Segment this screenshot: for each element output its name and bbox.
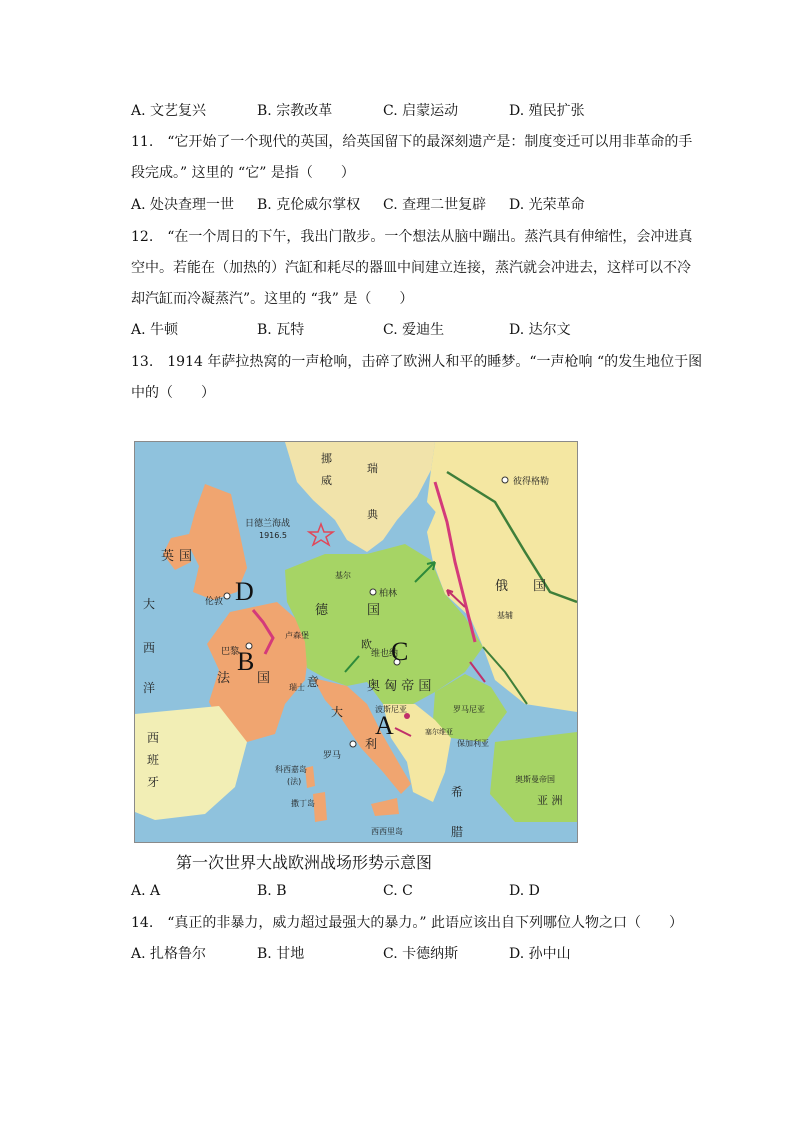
- q11-stem-line1: 11. “它开始了一个现代的英国，给英国留下的最深刻遗产是：制度变迁可以用非革命的手: [131, 134, 693, 150]
- label-spain-2: 班: [147, 753, 160, 767]
- q12-stem-line1: 12. “在一个周日的下午，我出门散步。一个想法从脑中蹦出。蒸汽具有伸缩性，会冲进真: [131, 229, 693, 245]
- label-sicily: 西西里岛: [371, 827, 403, 836]
- q12-option-d[interactable]: D. 达尔文: [509, 322, 571, 338]
- label-jutland-date: 1916.5: [259, 531, 287, 540]
- label-sweden-2: 典: [367, 508, 378, 521]
- q10-option-b[interactable]: B. 宗教改革: [257, 103, 333, 119]
- q10-option-c[interactable]: C. 启蒙运动: [383, 103, 459, 119]
- label-vienna: 维也纳: [371, 649, 399, 659]
- label-sweden-1: 瑞: [367, 462, 378, 475]
- map-caption: 第一次世界大战欧洲战场形势示意图: [176, 853, 433, 872]
- label-corsica: 科西嘉岛: [275, 765, 307, 774]
- marker-a: A: [375, 711, 394, 740]
- q11-option-b[interactable]: B. 克伦威尔掌权: [257, 197, 361, 213]
- label-europe: 欧: [361, 638, 372, 651]
- q11-option-d[interactable]: D. 光荣革命: [509, 197, 585, 213]
- q12-stem-line3: 却汽缸而冷凝蒸汽”。这里的 “我” 是（ ）: [131, 291, 414, 307]
- label-serbia: 塞尔维亚: [425, 728, 453, 736]
- label-greece-2: 腊: [451, 825, 464, 839]
- label-italy-1: 意: [307, 675, 320, 689]
- q10-option-d[interactable]: D. 殖民扩张: [509, 103, 585, 119]
- label-switzerland: 瑞士: [289, 683, 305, 692]
- label-bulgaria: 保加利亚: [457, 739, 489, 748]
- q13-stem-line1: 13. 1914 年萨拉热窝的一声枪响，击碎了欧洲人和平的睡梦。“一声枪响 “的发生地位于图: [131, 354, 703, 370]
- label-kiel: 基尔: [335, 571, 351, 580]
- label-france-1: 法: [217, 671, 231, 686]
- label-paris: 巴黎: [221, 647, 240, 657]
- label-rome: 罗马: [323, 751, 342, 761]
- label-bosnia: 波斯尼亚: [375, 705, 407, 714]
- label-jutland: 日德兰海战: [245, 519, 291, 529]
- petrograd-dot: [502, 477, 508, 483]
- label-petrograd: 彼得格勒: [513, 477, 550, 487]
- label-austria-hungary: 奥 匈 帝 国: [367, 679, 432, 694]
- label-greece-1: 希: [451, 785, 464, 799]
- q13-option-b[interactable]: B. B: [257, 883, 287, 899]
- label-italy-3: 利: [365, 737, 378, 751]
- label-atlantic-1: 大: [143, 597, 156, 611]
- label-spain-1: 西: [147, 731, 160, 745]
- q14-option-c[interactable]: C. 卡德纳斯: [383, 946, 459, 962]
- q11-option-c[interactable]: C. 查理二世复辟: [383, 197, 487, 213]
- label-norway-2: 威: [321, 474, 332, 487]
- label-norway-1: 挪: [321, 452, 332, 465]
- label-asia: 亚 洲: [537, 794, 563, 807]
- q14-option-d[interactable]: D. 孙中山: [509, 946, 571, 962]
- q12-option-a[interactable]: A. 牛顿: [131, 322, 179, 338]
- q13-stem-line2: 中的（ ）: [131, 385, 215, 401]
- ww1-europe-map: [134, 441, 578, 843]
- label-luxembourg: 卢森堡: [285, 631, 309, 640]
- q12-option-b[interactable]: B. 瓦特: [257, 322, 305, 338]
- q13-option-c[interactable]: C. C: [383, 883, 413, 899]
- q11-option-a[interactable]: A. 处决查理一世: [131, 197, 235, 213]
- q13-option-d[interactable]: D. D: [509, 883, 540, 899]
- label-ottoman: 奥斯曼帝国: [515, 775, 555, 784]
- q11-stem-line2: 段完成。” 这里的 “它” 是指（ ）: [131, 165, 355, 181]
- label-atlantic-3: 洋: [143, 681, 156, 695]
- marker-b: B: [237, 647, 255, 676]
- label-sardinia: 撒丁岛: [291, 799, 315, 808]
- label-corsica-note: (法): [287, 777, 302, 786]
- label-germany-2: 国: [367, 603, 381, 618]
- label-berlin: 柏林: [379, 589, 398, 599]
- london-dot: [224, 593, 230, 599]
- q14-stem-line1: 14. “真正的非暴力，威力超过最强大的暴力。” 此语应该出自下列哪位人物之口（ ）: [131, 915, 684, 931]
- label-russia-2: 国: [533, 579, 547, 594]
- q14-option-b[interactable]: B. 甘地: [257, 946, 305, 962]
- q10-option-a[interactable]: A. 文艺复兴: [131, 103, 207, 119]
- q12-stem-line2: 空中。若能在（加热的）汽缸和耗尽的器皿中间建立连接，蒸汽就会冲进去，这样可以不冷: [131, 260, 691, 276]
- label-russia-1: 俄: [495, 579, 509, 594]
- marker-c: C: [391, 637, 409, 666]
- rome-dot: [350, 741, 356, 747]
- q12-option-c[interactable]: C. 爱迪生: [383, 322, 445, 338]
- label-germany-1: 德: [315, 603, 329, 618]
- label-romania: 罗马尼亚: [453, 705, 485, 714]
- label-france-2: 国: [257, 671, 271, 686]
- q13-option-a[interactable]: A. A: [131, 883, 161, 899]
- scandinavia-region: [285, 442, 435, 552]
- label-kiev: 基辅: [497, 611, 513, 620]
- label-atlantic-2: 西: [143, 641, 156, 655]
- star-icon: [309, 524, 333, 545]
- label-london: 伦敦: [205, 597, 224, 607]
- label-britain-2: 国: [179, 549, 193, 564]
- marker-d: D: [235, 577, 254, 606]
- q14-option-a[interactable]: A. 扎格鲁尔: [131, 946, 207, 962]
- label-britain-1: 英: [161, 549, 175, 564]
- label-italy-2: 大: [331, 705, 344, 719]
- berlin-dot: [370, 589, 376, 595]
- label-spain-3: 牙: [147, 775, 160, 789]
